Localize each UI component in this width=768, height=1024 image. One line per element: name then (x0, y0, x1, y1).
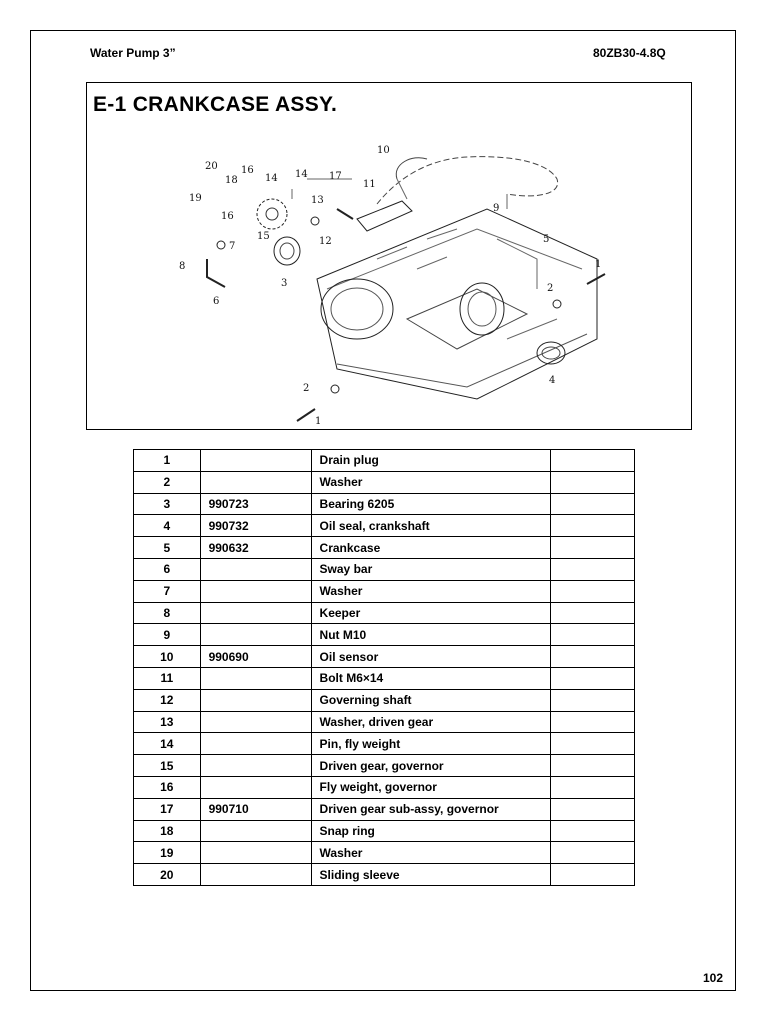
callout-12: 12 (319, 236, 332, 247)
part-number: 1 (134, 450, 201, 472)
callout-10: 10 (377, 145, 390, 156)
bearing-part (274, 237, 300, 265)
part-code (200, 471, 311, 493)
part-description: Driven gear, governor (311, 755, 551, 777)
part-number: 20 (134, 864, 201, 886)
part-extra (551, 558, 635, 580)
part-description: Oil seal, crankshaft (311, 515, 551, 537)
callout-9: 9 (493, 203, 500, 214)
callout-14: 14 (295, 169, 308, 180)
part-description: Keeper (311, 602, 551, 624)
part-number: 16 (134, 776, 201, 798)
part-code (200, 776, 311, 798)
header-model-code: 80ZB30-4.8Q (593, 46, 666, 60)
part-extra (551, 493, 635, 515)
part-code (200, 580, 311, 602)
callout-11: 11 (363, 179, 376, 190)
table-row (134, 776, 635, 798)
callout-16: 16 (241, 165, 254, 176)
table-row (134, 450, 635, 472)
part-extra (551, 776, 635, 798)
parts-table (133, 449, 635, 886)
callout-19: 19 (189, 193, 202, 204)
part-code (200, 558, 311, 580)
part-extra (551, 646, 635, 668)
part-code: 990690 (200, 646, 311, 668)
oil-sensor-body (357, 201, 412, 231)
oil-sensor-cable (377, 157, 558, 204)
part-extra (551, 798, 635, 820)
part-description: Sway bar (311, 558, 551, 580)
part-extra (551, 689, 635, 711)
part-code (200, 733, 311, 755)
part-number: 15 (134, 755, 201, 777)
table-row (134, 864, 635, 886)
callout-17: 17 (329, 171, 342, 182)
part-description: Bolt M6×14 (311, 667, 551, 689)
part-extra (551, 755, 635, 777)
callout-7: 7 (229, 241, 236, 252)
part-extra (551, 711, 635, 733)
part-description: Fly weight, governor (311, 776, 551, 798)
header-product-name: Water Pump 3” (90, 46, 176, 60)
table-row (134, 755, 635, 777)
table-row (134, 471, 635, 493)
part-description: Drain plug (311, 450, 551, 472)
part-number: 8 (134, 602, 201, 624)
callout-15: 15 (257, 231, 270, 242)
page-number: 102 (703, 971, 724, 985)
part-code: 990632 (200, 537, 311, 559)
part-code (200, 842, 311, 864)
part-extra (551, 864, 635, 886)
part-description: Governing shaft (311, 689, 551, 711)
part-extra (551, 602, 635, 624)
table-row (134, 493, 635, 515)
part-number: 2 (134, 471, 201, 493)
part-extra (551, 842, 635, 864)
part-code (200, 624, 311, 646)
table-row (134, 711, 635, 733)
part-code (200, 602, 311, 624)
part-extra (551, 624, 635, 646)
table-row (134, 733, 635, 755)
oil-seal-part (537, 342, 565, 364)
part-extra (551, 733, 635, 755)
part-number: 18 (134, 820, 201, 842)
part-code (200, 755, 311, 777)
part-description: Washer (311, 580, 551, 602)
part-extra (551, 820, 635, 842)
part-number: 4 (134, 515, 201, 537)
part-extra (551, 580, 635, 602)
callout-18: 18 (225, 175, 238, 186)
callout-16: 16 (221, 211, 234, 222)
part-code (200, 864, 311, 886)
table-row (134, 602, 635, 624)
callout-3: 3 (281, 278, 288, 289)
part-extra (551, 450, 635, 472)
callout-20: 20 (205, 161, 218, 172)
table-row (134, 624, 635, 646)
table-row (134, 515, 635, 537)
part-code (200, 820, 311, 842)
part-code: 990723 (200, 493, 311, 515)
exploded-view-diagram (177, 139, 617, 427)
part-extra (551, 471, 635, 493)
part-number: 14 (134, 733, 201, 755)
part-number: 11 (134, 667, 201, 689)
callout-8: 8 (179, 261, 186, 272)
part-description: Oil sensor (311, 646, 551, 668)
callout-2: 2 (547, 283, 554, 294)
table-row (134, 646, 635, 668)
table-row (134, 558, 635, 580)
table-row (134, 689, 635, 711)
table-row (134, 537, 635, 559)
part-number: 5 (134, 537, 201, 559)
section-box (86, 82, 692, 430)
section-title: E-1 CRANKCASE ASSY. (93, 93, 338, 116)
callout-labels (179, 145, 601, 427)
part-number: 9 (134, 624, 201, 646)
part-number: 17 (134, 798, 201, 820)
table-row (134, 842, 635, 864)
part-description: Pin, fly weight (311, 733, 551, 755)
part-description: Nut M10 (311, 624, 551, 646)
part-extra (551, 515, 635, 537)
callout-5: 5 (543, 234, 550, 245)
table-row (134, 580, 635, 602)
callout-13: 13 (311, 195, 324, 206)
callout-4: 4 (549, 375, 556, 386)
callout-1: 1 (595, 259, 602, 270)
table-row (134, 820, 635, 842)
part-number: 3 (134, 493, 201, 515)
callout-1: 1 (315, 416, 322, 427)
part-number: 10 (134, 646, 201, 668)
governor-gear-part (257, 199, 287, 229)
part-extra (551, 667, 635, 689)
part-description: Snap ring (311, 820, 551, 842)
part-extra (551, 537, 635, 559)
part-number: 6 (134, 558, 201, 580)
part-description: Washer, driven gear (311, 711, 551, 733)
table-row (134, 798, 635, 820)
table-row (134, 667, 635, 689)
part-number: 13 (134, 711, 201, 733)
part-description: Washer (311, 842, 551, 864)
sway-bar-part (207, 259, 225, 287)
part-description: Bearing 6205 (311, 493, 551, 515)
callout-14: 14 (265, 173, 278, 184)
part-code: 990732 (200, 515, 311, 537)
part-description: Driven gear sub-assy, governor (311, 798, 551, 820)
part-code (200, 450, 311, 472)
part-number: 19 (134, 842, 201, 864)
part-description: Sliding sleeve (311, 864, 551, 886)
part-description: Crankcase (311, 537, 551, 559)
part-number: 7 (134, 580, 201, 602)
part-number: 12 (134, 689, 201, 711)
part-code (200, 711, 311, 733)
part-code: 990710 (200, 798, 311, 820)
callout-6: 6 (213, 296, 220, 307)
callout-2: 2 (303, 383, 310, 394)
part-code (200, 667, 311, 689)
part-code (200, 689, 311, 711)
part-description: Washer (311, 471, 551, 493)
